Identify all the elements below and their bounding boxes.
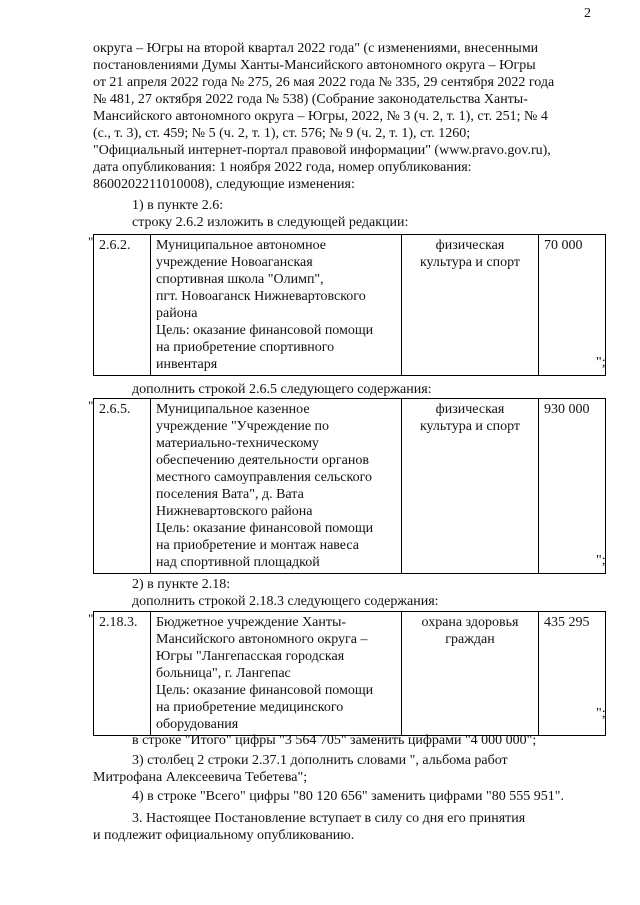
section-line: граждан — [445, 632, 495, 647]
section-line: охрана здоровья — [421, 615, 519, 630]
close-quote: "; — [596, 706, 606, 721]
open-quote: " — [88, 611, 94, 626]
table-row — [94, 612, 606, 736]
intro-line: постановлениями Думы Ханты-Мансийского автономного округа – Югры — [93, 58, 536, 73]
intro-paragraph — [93, 40, 597, 193]
intro-line: дата опубликования: 1 ноября 2022 года, номер опубликования: — [93, 160, 472, 175]
item3-line: 3) столбец 2 строки 2.37.1 дополнить словами ", альбома работ — [132, 753, 508, 768]
recipient-line: над спортивной площадкой — [156, 555, 320, 570]
table-row — [94, 235, 606, 376]
recipient-cell — [151, 399, 402, 574]
item4-paragraph: 4) в строке "Всего" цифры "80 120 656" заменить цифрами "80 555 951". — [132, 789, 564, 804]
intro-line: 8600202211010008), следующие изменения: — [93, 177, 355, 192]
recipient-line: на приобретение медицинского — [156, 700, 344, 715]
recipient-line: Цель: оказание финансовой помощи — [156, 521, 374, 536]
page-number: 2 — [584, 6, 591, 21]
row-table-2-6-5 — [93, 398, 606, 574]
add-265-heading: дополнить строкой 2.6.5 следующего содержания: — [132, 382, 432, 397]
intro-line: от 21 апреля 2022 года № 275, 26 мая 2022 года № 335, 29 сентября 2022 года — [93, 75, 555, 90]
recipient-line: Цель: оказание финансовой помощи — [156, 683, 374, 698]
recipient-line: Бюджетное учреждение Ханты- — [156, 615, 347, 630]
section-line: культура и спорт — [419, 419, 521, 434]
recipient-line: Югры "Лангепасская городская — [156, 649, 345, 664]
recipient-cell — [151, 235, 402, 376]
item3-line: Митрофана Алексеевича Тебетева"; — [93, 770, 308, 785]
recipient-line: на приобретение спортивного — [156, 340, 335, 355]
amount-cell: 930 000 — [539, 399, 606, 574]
recipient-line: пгт. Новоаганск Нижневартовского — [156, 289, 366, 304]
recipient-line: района — [156, 306, 198, 321]
recipient-line: Цель: оказание финансовой помощи — [156, 323, 374, 338]
intro-line: Мансийского автономного округа – Югры, 2022, № 3 (ч. 2, т. 1), ст. 251; № 4 — [93, 109, 548, 124]
item1-heading: 1) в пункте 2.6: — [132, 198, 224, 213]
recipient-line: поселения Вата", д. Вата — [156, 487, 304, 502]
section-line: физическая — [435, 402, 505, 417]
item2-subheading: дополнить строкой 2.18.3 следующего содержания: — [132, 594, 439, 609]
recipient-line: больница", г. Лангепас — [156, 666, 291, 681]
open-quote: " — [88, 234, 94, 249]
item3-paragraph — [93, 752, 597, 786]
recipient-line: Мансийского автономного округа – — [156, 632, 368, 647]
section-cell — [402, 235, 539, 376]
row-table-2-6-2 — [93, 234, 606, 376]
row-number: 2.6.2. — [94, 235, 151, 376]
recipient-line: Муниципальное казенное — [156, 402, 310, 417]
table-row — [94, 399, 606, 574]
recipient-line: учреждение Новоаганская — [156, 255, 313, 270]
recipient-line: Муниципальное автономное — [156, 238, 327, 253]
closing-line: и подлежит официальному опубликованию. — [93, 828, 355, 843]
item2-heading: 2) в пункте 2.18: — [132, 577, 231, 592]
recipient-line: обеспечению деятельности органов — [156, 453, 369, 468]
closing-line: 3. Настоящее Постановление вступает в силу со дня его принятия — [132, 811, 526, 826]
recipient-line: оборудования — [156, 717, 239, 732]
intro-line: "Официальный интернет-портал правовой информации" (www.pravo.gov.ru), — [93, 143, 551, 158]
row-number: 2.6.5. — [94, 399, 151, 574]
recipient-line: Нижневартовского района — [156, 504, 313, 519]
open-quote: " — [88, 398, 94, 413]
recipient-line: материально-техническому — [156, 436, 319, 451]
recipient-line: спортивная школа "Олимп", — [156, 272, 324, 287]
item1-subheading: строку 2.6.2 изложить в следующей редакции: — [132, 215, 409, 230]
close-quote: "; — [596, 355, 606, 370]
recipient-line: инвентаря — [156, 357, 218, 372]
recipient-line: местного самоуправления сельского — [156, 470, 372, 485]
itogo-paragraph: в строке "Итого" цифры "3 564 705" заменить цифрами "4 000 000"; — [132, 733, 537, 748]
recipient-line: на приобретение и монтаж навеса — [156, 538, 359, 553]
section-line: культура и спорт — [419, 255, 521, 270]
closing-paragraph — [93, 810, 597, 844]
recipient-cell — [151, 612, 402, 736]
recipient-line: учреждение "Учреждение по — [156, 419, 330, 434]
intro-line: округа – Югры на второй квартал 2022 года" (с изменениями, внесенными — [93, 41, 539, 56]
intro-line: № 481, 27 октября 2022 года № 538) (Собрание законодательства Ханты- — [93, 92, 528, 107]
intro-line: (с., т. 3), ст. 459; № 5 (ч. 2, т. 1), ст. 576; № 9 (ч. 2, т. 1), ст. 1260; — [93, 126, 471, 141]
row-number: 2.18.3. — [94, 612, 151, 736]
section-line: физическая — [435, 238, 505, 253]
row-table-2-18-3 — [93, 611, 606, 736]
amount-cell: 70 000 — [539, 235, 606, 376]
section-cell — [402, 399, 539, 574]
amount-cell: 435 295 — [539, 612, 606, 736]
section-cell — [402, 612, 539, 736]
close-quote: "; — [596, 553, 606, 568]
